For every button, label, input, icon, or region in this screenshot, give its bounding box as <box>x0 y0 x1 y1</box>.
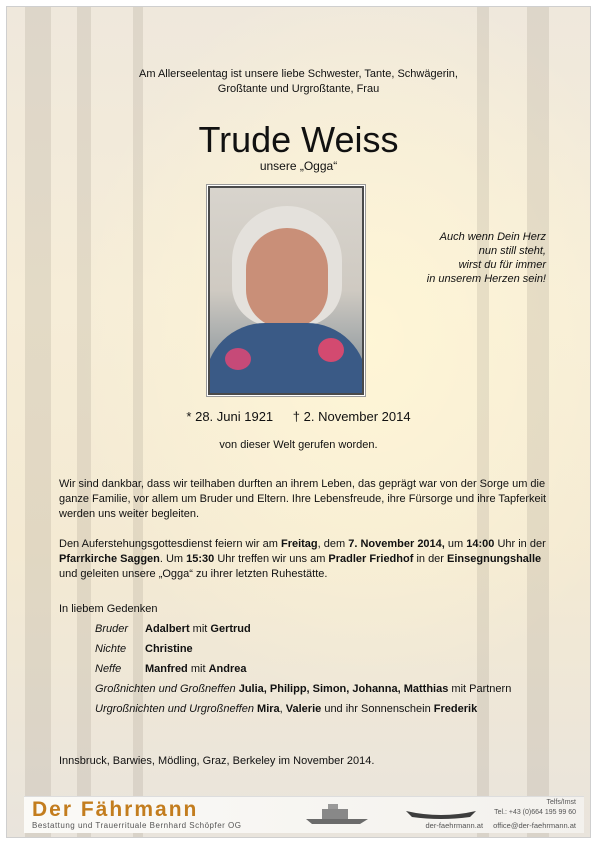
funeral-home-phone: Tel.: +43 (0)664 195 99 60 <box>494 809 576 816</box>
portrait-photo <box>208 186 364 395</box>
life-dates <box>7 409 590 424</box>
service-paragraph: Den Auferstehungsgottesdienst feiern wir am Freitag, dem 7. November 2014, um 14:00 Uhr in der Pfarrkirche Saggen. Um 15:30 Uhr treffen wir uns am Pradler Friedhof in der Einsegnungshalle und geleiten unsere „Ogga“ zu ihrer letzten Ruhestätte. <box>59 538 546 580</box>
funeral-home-contact <box>416 821 576 830</box>
called-text: von dieser Welt gerufen worden. <box>219 439 378 451</box>
funeral-home-logo: Der Fährmann <box>32 798 199 821</box>
funeral-home-location: Telfs/Imst <box>546 799 576 806</box>
memory-heading: In liebem Gedenken <box>59 603 158 615</box>
gratitude-paragraph: Wir sind dankbar, dass wir teilhaben durften an ihrem Leben, das geprägt war von der Sorge um die ganze Familie, vor allem um Bruder und Eltern. Ihre Lebensfreude, ihre Fürsorge und ihre Tapferkeit werden uns weiter begleiten. <box>59 478 547 520</box>
memorial-quote: Auch wenn Dein Herz nun still steht, wirst du für immer in unserem Herzen sein! <box>426 231 546 285</box>
relative-row-bruder: Bruder Adalbert mit Gertrud <box>95 623 251 635</box>
funeral-home-banner <box>24 796 584 833</box>
relative-row-gross: Großnichten und Großneffen Julia, Philipp, Simon, Johanna, Matthias mit Partnern <box>95 683 512 695</box>
relatives-list <box>95 619 511 719</box>
birth-date: * 28. Juni 1921 <box>186 409 274 424</box>
obituary-card <box>6 6 591 838</box>
relative-row-nichte: Nichte Christine <box>95 643 193 655</box>
ferry-boat-icon <box>304 803 370 825</box>
rowing-boat-icon <box>404 807 478 821</box>
email-link[interactable]: office@der-faehrmann.at <box>493 821 576 830</box>
death-date: † 2. November 2014 <box>292 409 411 424</box>
relative-row-neffe: Neffe Manfred mit Andrea <box>95 663 247 675</box>
website-link[interactable]: der-faehrmann.at <box>425 821 484 830</box>
deceased-name: Trude Weiss <box>198 119 399 160</box>
relative-row-urgross: Urgroßnichten und Urgroßneffen Mira, Valerie und ihr Sonnenschein Frederik <box>95 703 478 715</box>
nickname: unsere „Ogga“ <box>259 159 338 173</box>
place-date-line: Innsbruck, Barwies, Mödling, Graz, Berkeley im November 2014. <box>59 755 375 767</box>
funeral-home-tagline: Bestattung und Trauerrituale Bernhard Schöpfer OG <box>32 821 242 830</box>
intro-text: Am Allerseelentag ist unsere liebe Schwester, Tante, Schwägerin, Großtante und Urgroßtante, Frau <box>139 68 458 95</box>
